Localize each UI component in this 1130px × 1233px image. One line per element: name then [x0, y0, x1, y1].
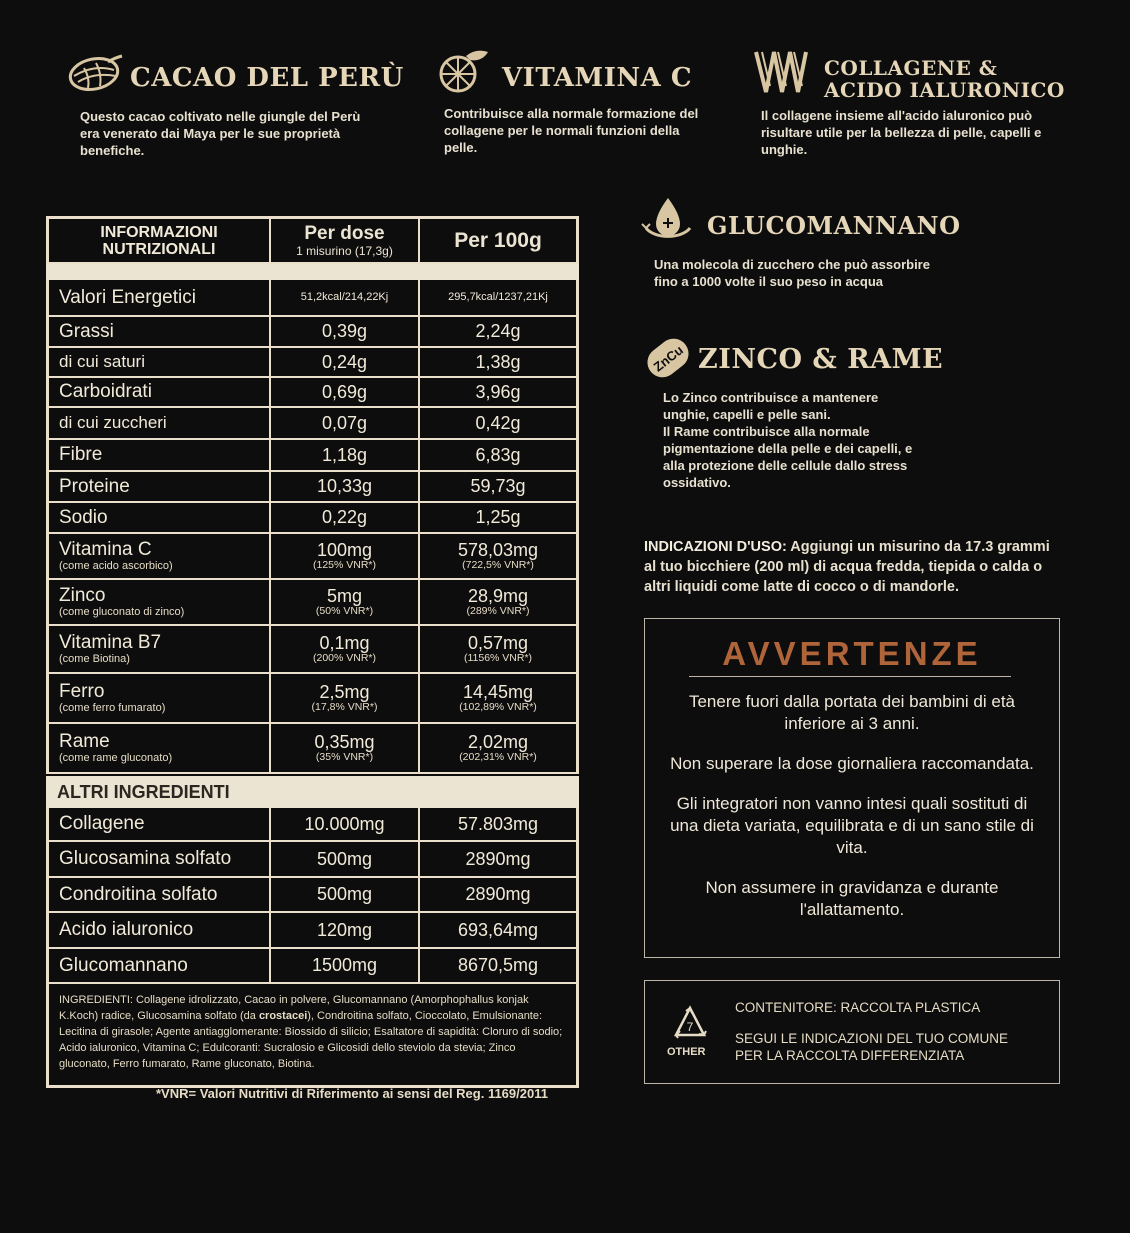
row-label: di cui zuccheri: [59, 413, 167, 432]
table-row: [46, 472, 579, 503]
header-dose-cell: [269, 219, 418, 262]
altri-100g-value: 693,64mg: [457, 919, 539, 940]
recycling-box: [644, 980, 1060, 1084]
vnr-footnote: *VNR= Valori Nutritivi di Riferimento ai sensi del Reg. 1169/2011: [156, 1086, 548, 1101]
row-100g-vnr: (1156% VNR*): [463, 652, 533, 664]
header-100g-cell: [418, 219, 579, 262]
zinco-line: unghie, capelli e pelle sani.: [663, 407, 831, 422]
warning-item: Non superare la dose giornaliera raccomandata.: [670, 754, 1034, 773]
zinco-line: pigmentazione della pelle e dei capelli, e: [663, 441, 913, 456]
row-sublabel: (come gluconato di zinco): [59, 606, 185, 618]
vitamina-c-description: [444, 105, 744, 156]
row-100g-cell: [418, 626, 579, 672]
collagene-title: [824, 58, 1065, 100]
row-100g-value: 59,73g: [470, 476, 526, 496]
row-label-cell: [46, 440, 269, 470]
recycle-icon: [669, 1005, 711, 1043]
row-100g-vnr: (102,89% VNR*): [459, 701, 537, 713]
collagen-fiber-icon: [752, 48, 814, 96]
row-dose-value: 0,24g: [321, 351, 368, 372]
zinco-rame-title: ZINCO & RAME: [698, 344, 944, 375]
table-row: [46, 317, 579, 348]
row-sublabel: (come acido ascorbico): [59, 560, 173, 572]
warnings-title-underline: [689, 676, 1011, 677]
row-label: Vitamina B7: [59, 632, 162, 653]
row-dose-value: 5mg: [326, 586, 362, 606]
row-dose-value: 10,33g: [316, 476, 373, 496]
row-dose-cell: [269, 472, 418, 501]
table-row: [46, 348, 579, 378]
row-label-cell: [46, 472, 269, 501]
row-dose-value: 0,22g: [321, 507, 368, 527]
row-dose-value: 2,5mg: [319, 682, 370, 702]
row-100g-value: 6,83g: [475, 444, 521, 465]
glucomannano-line: Una molecola di zucchero che può assorbire: [654, 257, 930, 272]
row-label-cell: [46, 674, 269, 722]
row-100g-value: 2,02mg: [467, 732, 529, 752]
altri-dose-cell: [269, 842, 418, 876]
altri-ingredienti-header: [46, 776, 579, 808]
row-dose-cell: [269, 440, 418, 470]
table-row: [46, 534, 579, 580]
row-100g-cell: [418, 280, 579, 315]
altri-100g-value: 57.803mg: [457, 813, 539, 834]
table-header: [46, 216, 579, 264]
row-dose-vnr: (125% VNR*): [312, 559, 377, 571]
altri-label-cell: [46, 842, 269, 876]
ingredients-box: [46, 984, 579, 1088]
row-dose-vnr: (17,8% VNR*): [311, 701, 378, 713]
cacao-line: benefiche.: [80, 143, 145, 158]
row-dose-value: 1,18g: [321, 444, 368, 465]
row-100g-cell: [418, 440, 579, 470]
row-100g-value: 295,7kcal/1237,21Kj: [448, 291, 548, 303]
row-100g-value: 578,03mg: [457, 540, 539, 560]
altri-label-cell: [46, 913, 269, 947]
zn-cu-badge-text: ZnCu: [650, 342, 687, 375]
vitamina-line: Contribuisce alla normale formazione del: [444, 106, 699, 121]
header-dose-label: Per dose: [304, 222, 385, 244]
warning-item: Tenere fuori dalla portata dei bambini di età inferiore ai 3 anni.: [688, 692, 1016, 733]
ingredients-allergen: crostacei: [258, 1010, 308, 1022]
row-sublabel: (come ferro fumarato): [59, 702, 166, 714]
cacao-line: Questo cacao coltivato nelle giungle del Perù: [80, 109, 361, 124]
table-divider-band: [46, 264, 579, 280]
collagene-line: risultare utile per la bellezza di pelle, capelli e: [761, 125, 1042, 140]
collagene-title-line: COLLAGENE &: [824, 56, 998, 80]
row-dose-value: 51,2kcal/214,22Kj: [300, 291, 389, 303]
altri-dose-value: 1500mg: [311, 955, 378, 975]
warning-item: Gli integratori non vanno intesi quali sostituti di una dieta variata, equilibrata e di un sano stile di vita.: [670, 794, 1034, 857]
altri-100g-cell: [418, 913, 579, 947]
row-dose-vnr: (35% VNR*): [315, 751, 374, 763]
row-dose-cell: [269, 503, 418, 532]
row-dose-vnr: (50% VNR*): [315, 605, 374, 617]
warnings-box: [644, 618, 1060, 958]
altri-dose-cell: [269, 913, 418, 947]
altri-row: [46, 808, 579, 842]
row-label-cell: [46, 378, 269, 406]
row-dose-cell: [269, 280, 418, 315]
vitamina-line: collagene per le normali funzioni della: [444, 123, 680, 138]
collagene-line: unghie.: [761, 142, 808, 157]
warnings-title: AVVERTENZE: [722, 635, 982, 672]
row-100g-value: 14,45mg: [462, 682, 534, 702]
zinco-rame-description: [663, 389, 983, 491]
row-100g-value: 3,96g: [475, 381, 521, 402]
glucomannano-title: GLUCOMANNANO: [707, 211, 961, 240]
vitamina-c-title: VITAMINA C: [502, 63, 693, 93]
altri-label: Glucosamina solfato: [59, 848, 232, 869]
row-dose-cell: [269, 626, 418, 672]
row-dose-value: 0,69g: [321, 381, 368, 402]
cacao-line: era venerato dai Maya per le sue proprietà: [80, 126, 341, 141]
zinco-line: alla protezione delle cellule dallo stress: [663, 458, 908, 473]
row-dose-cell: [269, 408, 418, 438]
row-dose-value: 100mg: [316, 540, 373, 560]
altri-100g-value: 8670,5mg: [457, 955, 539, 975]
row-label: Proteine: [59, 475, 130, 497]
glucomannano-line: fino a 1000 volte il suo peso in acqua: [654, 274, 884, 289]
altri-label: Condroitina solfato: [59, 883, 218, 905]
table-row: [46, 626, 579, 674]
orange-slice-icon: [434, 46, 496, 96]
cacao-title: CACAO DEL PERÙ: [130, 63, 404, 93]
recycle-line: CONTENITORE: RACCOLTA PLASTICA: [735, 1000, 981, 1015]
table-row: [46, 674, 579, 724]
row-100g-value: 1,38g: [475, 351, 521, 372]
header-dose-sub: 1 misurino (17,3g): [296, 243, 393, 258]
row-100g-vnr: (722,5% VNR*): [462, 559, 534, 571]
header-info-cell: [46, 219, 269, 262]
row-100g-value: 0,42g: [475, 412, 521, 433]
altri-label: Collagene: [59, 813, 145, 834]
altri-label-cell: [46, 949, 269, 982]
altri-dose-cell: [269, 878, 418, 911]
row-100g-value: 1,25g: [475, 507, 521, 527]
table-row: [46, 724, 579, 774]
altri-row: [46, 913, 579, 949]
usage-instructions: [644, 537, 1054, 597]
altri-100g-cell: [418, 842, 579, 876]
row-dose-cell: [269, 378, 418, 406]
ingredients-text-end: ), Condroitina solfato, Cioccolato, Emulsionante: Lecitina di girasole; Agente antiagglomerante: Biossido di silicio; Esaltatore di sapidità: Cloruro di sodio; Acido ialuronico, Vitamina C; Edulcoranti: Sucralosio e Glicosidi dello steviolo da stevia; Zinco gluconato, Ferro fumarato, Rame gluconato, Biotina.: [59, 1010, 563, 1070]
altri-dose-cell: [269, 808, 418, 840]
zn-cu-pill-icon: [640, 333, 696, 385]
altri-100g-cell: [418, 878, 579, 911]
row-label-cell: [46, 408, 269, 438]
row-sublabel: (come rame gluconato): [59, 752, 173, 764]
header-info-label: [100, 224, 217, 258]
altri-row: [46, 949, 579, 984]
row-label: Sodio: [59, 506, 108, 528]
row-dose-value: 0,07g: [321, 412, 368, 433]
zinco-line: Lo Zinco contribuisce a mantenere: [663, 390, 879, 405]
cacao-description: [80, 108, 410, 159]
row-dose-cell: [269, 580, 418, 624]
table-row: [46, 503, 579, 534]
row-dose-cell: [269, 534, 418, 578]
row-100g-cell: [418, 348, 579, 376]
altri-dose-value: 500mg: [316, 848, 373, 869]
row-dose-value: 0,35mg: [314, 732, 375, 752]
water-drop-icon: [640, 194, 698, 250]
row-label-cell: [46, 348, 269, 376]
row-sublabel: (come Biotina): [59, 653, 130, 665]
zinco-line: Il Rame contribuisce alla normale: [663, 424, 870, 439]
row-100g-cell: [418, 534, 579, 578]
altri-label: Acido ialuronico: [59, 919, 194, 940]
altri-ingredienti-title: ALTRI INGREDIENTI: [57, 781, 230, 802]
row-label: Grassi: [59, 320, 114, 342]
altri-label: Glucomannano: [59, 954, 188, 976]
row-100g-vnr: (289% VNR*): [466, 605, 530, 617]
altri-row: [46, 878, 579, 913]
row-100g-vnr: (202,31% VNR*): [459, 751, 537, 763]
recycle-line: PER LA RACCOLTA DIFFERENZIATA: [735, 1048, 965, 1063]
altri-dose-value: 10.000mg: [304, 813, 385, 834]
altri-dose-cell: [269, 949, 418, 982]
row-100g-cell: [418, 674, 579, 722]
row-label: Fibre: [59, 444, 103, 465]
row-label: Carboidrati: [59, 381, 152, 402]
altri-dose-value: 120mg: [316, 919, 373, 940]
header-100g-label: Per 100g: [454, 228, 542, 252]
altri-100g-cell: [418, 808, 579, 840]
table-row: [46, 408, 579, 440]
row-label: Zinco: [59, 585, 106, 606]
row-label-cell: [46, 626, 269, 672]
header-info-line: INFORMAZIONI: [100, 223, 218, 241]
row-label-cell: [46, 580, 269, 624]
warning-item: Non assumere in gravidanza e durante l'allattamento.: [705, 878, 999, 919]
row-label: Valori Energetici: [59, 286, 196, 308]
recycle-other-label: OTHER: [667, 1046, 706, 1058]
row-label: di cui saturi: [59, 352, 145, 371]
row-label-cell: [46, 317, 269, 346]
row-100g-value: 28,9mg: [467, 586, 529, 606]
row-100g-cell: [418, 378, 579, 406]
row-label: Vitamina C: [59, 539, 152, 560]
cacao-pod-icon: [64, 50, 126, 96]
row-dose-cell: [269, 724, 418, 772]
row-dose-cell: [269, 348, 418, 376]
ingredients-text: INGREDIENTI: Collagene idrolizzato, Cacao in polvere, Glucomannano (Amorphophallus konjak K.Koch) radice, Glucosamina solfato (da: [59, 994, 529, 1022]
altri-dose-value: 500mg: [316, 884, 373, 904]
altri-row: [46, 842, 579, 878]
header-info-line: NUTRIZIONALI: [102, 240, 216, 258]
table-row: [46, 280, 579, 317]
usage-label: INDICAZIONI D'USO:: [644, 539, 787, 555]
row-label-cell: [46, 280, 269, 315]
altri-100g-value: 2890mg: [465, 884, 531, 904]
row-label-cell: [46, 503, 269, 532]
altri-100g-value: 2890mg: [465, 848, 531, 869]
row-label-cell: [46, 724, 269, 772]
recycle-text: [735, 999, 1008, 1064]
row-label-cell: [46, 534, 269, 578]
recycle-number: 7: [686, 1020, 694, 1034]
glucomannano-description: [654, 256, 994, 290]
row-100g-cell: [418, 503, 579, 532]
altri-label-cell: [46, 808, 269, 840]
row-100g-value: 0,57mg: [467, 633, 529, 653]
row-dose-cell: [269, 317, 418, 346]
warnings-list: [665, 691, 1039, 921]
collagene-title-line: ACIDO IALURONICO: [824, 78, 1065, 102]
row-label: Ferro: [59, 681, 105, 702]
nutrition-table: [46, 216, 579, 1233]
row-dose-cell: [269, 674, 418, 722]
row-dose-value: 0,1mg: [319, 633, 370, 653]
row-100g-value: 2,24g: [475, 321, 521, 341]
usage-text: Aggiungi un misurino da 17.3 grammi al tuo bicchiere (200 ml) di acqua fredda, tiepida o calda o altri liquidi come latte di cocco o di mandorle.: [644, 539, 1050, 595]
row-dose-value: 0,39g: [321, 321, 368, 341]
row-100g-cell: [418, 580, 579, 624]
row-dose-vnr: (200% VNR*): [312, 652, 377, 664]
vitamina-line: pelle.: [444, 140, 478, 155]
altri-label-cell: [46, 878, 269, 911]
row-100g-cell: [418, 472, 579, 501]
collagene-line: Il collagene insieme all'acido ialuronico può: [761, 108, 1033, 123]
zinco-line: ossidativo.: [663, 475, 731, 490]
table-row: [46, 580, 579, 626]
table-row: [46, 378, 579, 408]
altri-100g-cell: [418, 949, 579, 982]
row-100g-cell: [418, 317, 579, 346]
table-row: [46, 440, 579, 472]
row-label: Rame: [59, 731, 110, 752]
row-100g-cell: [418, 408, 579, 438]
recycle-line: SEGUI LE INDICAZIONI DEL TUO COMUNE: [735, 1031, 1009, 1046]
collagene-description: [761, 107, 1101, 158]
row-100g-cell: [418, 724, 579, 772]
